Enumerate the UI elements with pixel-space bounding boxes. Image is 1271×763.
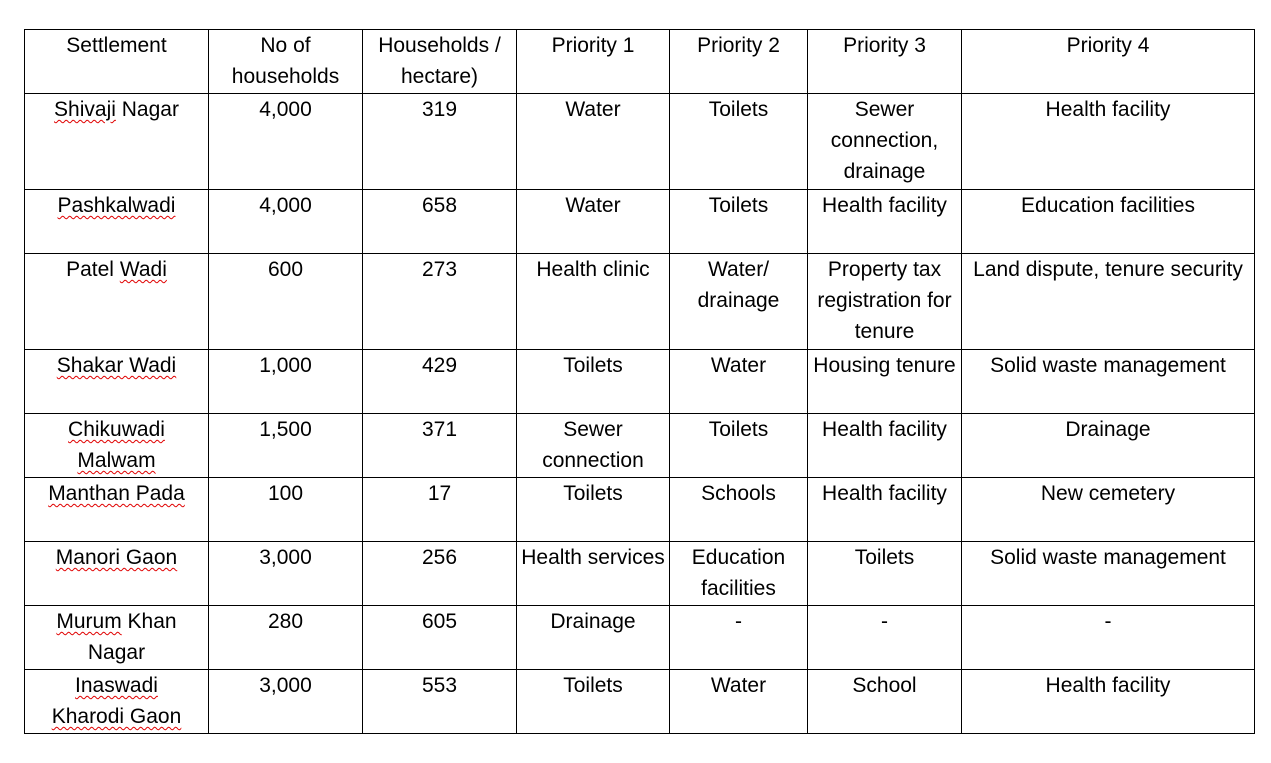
density-cell: 658 <box>363 190 517 254</box>
priority-4-cell: Drainage <box>962 414 1255 478</box>
households-cell: 600 <box>209 254 363 350</box>
households-cell: 100 <box>209 478 363 542</box>
priority-1-cell: Health services <box>517 542 670 606</box>
households-cell: 1,500 <box>209 414 363 478</box>
priority-3-cell: Housing tenure <box>808 350 962 414</box>
density-cell: 319 <box>363 94 517 190</box>
table-row <box>25 542 1255 606</box>
priority-2-cell: - <box>670 606 808 670</box>
settlement-name-part: Khan Nagar <box>87 610 177 664</box>
priority-4-cell: Solid waste management <box>962 542 1255 606</box>
table-row <box>25 606 1255 670</box>
settlement-name-part: Wadi <box>119 258 167 281</box>
header-priority-4: Priority 4 <box>962 30 1255 94</box>
priority-4-cell: New cemetery <box>962 478 1255 542</box>
priority-4-cell: Education facilities <box>962 190 1255 254</box>
table-row <box>25 478 1255 542</box>
priority-2-cell: Water <box>670 670 808 734</box>
priority-1-cell: Sewer connection <box>517 414 670 478</box>
priority-2-cell: Schools <box>670 478 808 542</box>
settlement-cell <box>25 670 209 734</box>
settlement-cell <box>25 254 209 350</box>
priority-2-cell: Toilets <box>670 94 808 190</box>
priority-4-cell: Health facility <box>962 670 1255 734</box>
settlement-name-part: Chikuwadi <box>68 418 165 441</box>
priority-1-cell: Toilets <box>517 670 670 734</box>
table-row <box>25 414 1255 478</box>
priority-4-cell: Land dispute, tenure security <box>962 254 1255 350</box>
priority-3-cell: School <box>808 670 962 734</box>
settlement-name-part: Shivaji <box>54 98 116 121</box>
settlement-cell <box>25 542 209 606</box>
settlement-name-part: Murum <box>56 610 122 633</box>
settlement-name-part: Malwam <box>77 449 156 472</box>
table-row <box>25 350 1255 414</box>
households-cell: 4,000 <box>209 94 363 190</box>
settlement-cell <box>25 94 209 190</box>
priority-2-cell: Education facilities <box>670 542 808 606</box>
header-households: No of households <box>209 30 363 94</box>
priority-3-cell: Sewer connection, drainage <box>808 94 962 190</box>
header-density: Households / hectare) <box>363 30 517 94</box>
density-cell: 371 <box>363 414 517 478</box>
priority-1-cell: Water <box>517 94 670 190</box>
households-cell: 3,000 <box>209 542 363 606</box>
settlement-cell <box>25 350 209 414</box>
density-cell: 553 <box>363 670 517 734</box>
header-row <box>25 30 1255 94</box>
settlement-name-part: Manori Gaon <box>55 546 178 569</box>
priority-4-cell: Solid waste management <box>962 350 1255 414</box>
settlement-cell <box>25 478 209 542</box>
settlement-priorities-table <box>24 29 1255 734</box>
settlement-name-part: Manthan Pada <box>48 482 185 505</box>
density-cell: 429 <box>363 350 517 414</box>
table-row <box>25 254 1255 350</box>
settlement-cell <box>25 606 209 670</box>
settlement-name-part: Shakar Wadi <box>56 354 177 377</box>
settlement-name-part: Kharodi Gaon <box>51 705 182 728</box>
priority-1-cell: Drainage <box>517 606 670 670</box>
households-cell: 4,000 <box>209 190 363 254</box>
households-cell: 280 <box>209 606 363 670</box>
header-priority-1: Priority 1 <box>517 30 670 94</box>
density-cell: 605 <box>363 606 517 670</box>
priority-2-cell: Toilets <box>670 414 808 478</box>
households-cell: 1,000 <box>209 350 363 414</box>
header-priority-3: Priority 3 <box>808 30 962 94</box>
density-cell: 17 <box>363 478 517 542</box>
priority-1-cell: Toilets <box>517 350 670 414</box>
table-row <box>25 670 1255 734</box>
settlement-cell <box>25 190 209 254</box>
table-row <box>25 94 1255 190</box>
priority-1-cell: Toilets <box>517 478 670 542</box>
priority-3-cell: Property tax registration for tenure <box>808 254 962 350</box>
priority-3-cell: Health facility <box>808 190 962 254</box>
priority-1-cell: Health clinic <box>517 254 670 350</box>
header-priority-2: Priority 2 <box>670 30 808 94</box>
settlement-name-part: Nagar <box>115 98 179 121</box>
priority-3-cell: Toilets <box>808 542 962 606</box>
header-settlement: Settlement <box>25 30 209 94</box>
table-row <box>25 190 1255 254</box>
settlement-name-part: Pashkalwadi <box>57 194 176 217</box>
priority-3-cell: - <box>808 606 962 670</box>
households-cell: 3,000 <box>209 670 363 734</box>
density-cell: 273 <box>363 254 517 350</box>
priority-3-cell: Health facility <box>808 414 962 478</box>
priority-2-cell: Toilets <box>670 190 808 254</box>
priority-4-cell: Health facility <box>962 94 1255 190</box>
priority-3-cell: Health facility <box>808 478 962 542</box>
priority-1-cell: Water <box>517 190 670 254</box>
priority-2-cell: Water <box>670 350 808 414</box>
priority-4-cell: - <box>962 606 1255 670</box>
settlement-cell <box>25 414 209 478</box>
density-cell: 256 <box>363 542 517 606</box>
settlement-name-part: Patel <box>66 258 120 281</box>
settlement-name-part: Inaswadi <box>75 674 158 697</box>
priority-2-cell: Water/ drainage <box>670 254 808 350</box>
